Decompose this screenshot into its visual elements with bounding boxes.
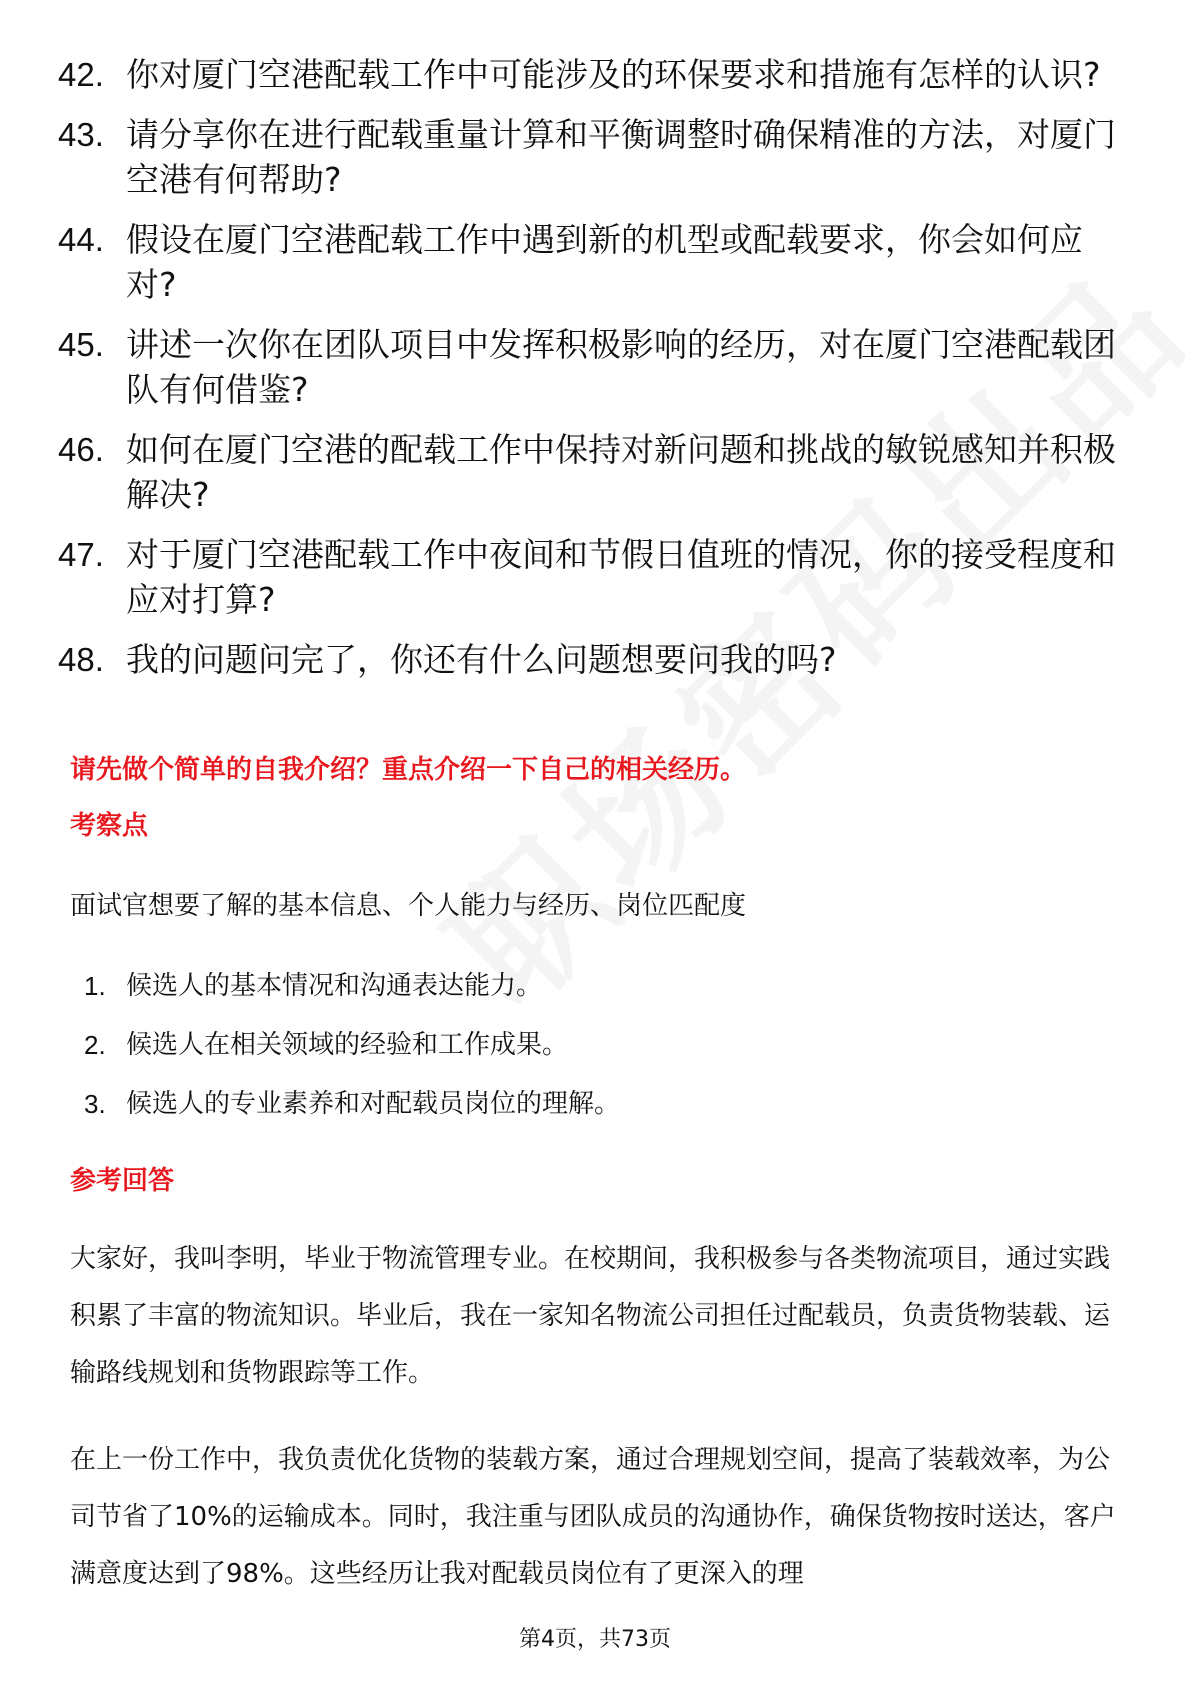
question-text: 对于厦门空港配载工作中夜间和节假日值班的情况，你的接受程度和应对打算? xyxy=(126,535,1116,619)
point-text: 候选人的基本情况和沟通表达能力。 xyxy=(126,971,543,1001)
answer-paragraph: 大家好，我叫李明，毕业于物流管理专业。在校期间，我积极参与各类物流项目，通过实践积累了丰富的物流知识。毕业后，我在一家知名物流公司担任过配载员，负责货物装载、运输路线规划和货物跟踪等工作。 xyxy=(70,1244,1111,1388)
list-item xyxy=(84,1027,620,1086)
list-item xyxy=(84,968,620,1027)
point-number: 2. xyxy=(84,1030,106,1060)
question-number: 47. xyxy=(58,536,104,573)
question-number: 42. xyxy=(58,56,104,93)
question-number: 48. xyxy=(58,641,104,678)
question-number: 45. xyxy=(58,326,104,363)
page-footer: 第4页，共73页 xyxy=(519,1627,671,1652)
question-number: 46. xyxy=(58,431,104,468)
question-number: 44. xyxy=(58,221,104,258)
list-item xyxy=(58,427,1118,517)
point-number: 3. xyxy=(84,1089,106,1119)
point-number: 1. xyxy=(84,971,106,1001)
question-text: 请分享你在进行配载重量计算和平衡调整时确保精准的方法，对厦门空港有何帮助? xyxy=(126,115,1116,199)
question-number: 43. xyxy=(58,116,104,153)
question-text: 你对厦门空港配载工作中可能涉及的环保要求和措施有怎样的认识? xyxy=(126,55,1101,94)
question-list xyxy=(58,52,1118,697)
focus-points-list xyxy=(84,968,620,1145)
focus-intro: 面试官想要了解的基本信息、个人能力与经历、岗位匹配度 xyxy=(70,891,747,921)
list-item xyxy=(58,52,1118,97)
focus-heading: 考察点 xyxy=(70,811,149,841)
list-item xyxy=(58,112,1118,202)
question-text: 讲述一次你在团队项目中发挥积极影响的经历，对在厦门空港配载团队有何借鉴? xyxy=(126,325,1116,409)
list-item xyxy=(58,532,1118,622)
question-text: 如何在厦门空港的配载工作中保持对新问题和挑战的敏锐感知并积极解决? xyxy=(126,430,1116,514)
point-text: 候选人在相关领域的经验和工作成果。 xyxy=(126,1030,569,1060)
question-text: 我的问题问完了，你还有什么问题想要问我的吗? xyxy=(126,640,837,679)
section-question: 请先做个简单的自我介绍？重点介绍一下自己的相关经历。 xyxy=(70,755,747,785)
answer-heading: 参考回答 xyxy=(70,1166,175,1196)
list-item xyxy=(58,322,1118,412)
point-text: 候选人的专业素养和对配载员岗位的理解。 xyxy=(126,1089,621,1119)
list-item xyxy=(84,1086,620,1145)
list-item xyxy=(58,217,1118,307)
question-text: 假设在厦门空港配载工作中遇到新的机型或配载要求，你会如何应对? xyxy=(126,220,1083,304)
list-item xyxy=(58,637,1118,682)
answer-paragraph: 在上一份工作中，我负责优化货物的装载方案，通过合理规划空间，提高了装载效率，为公司节省了10%的运输成本。同时，我注重与团队成员的沟通协作，确保货物按时送达，客户满意度达到了98%。这些经历让我对配载员岗位有了更深入的理 xyxy=(70,1445,1116,1589)
